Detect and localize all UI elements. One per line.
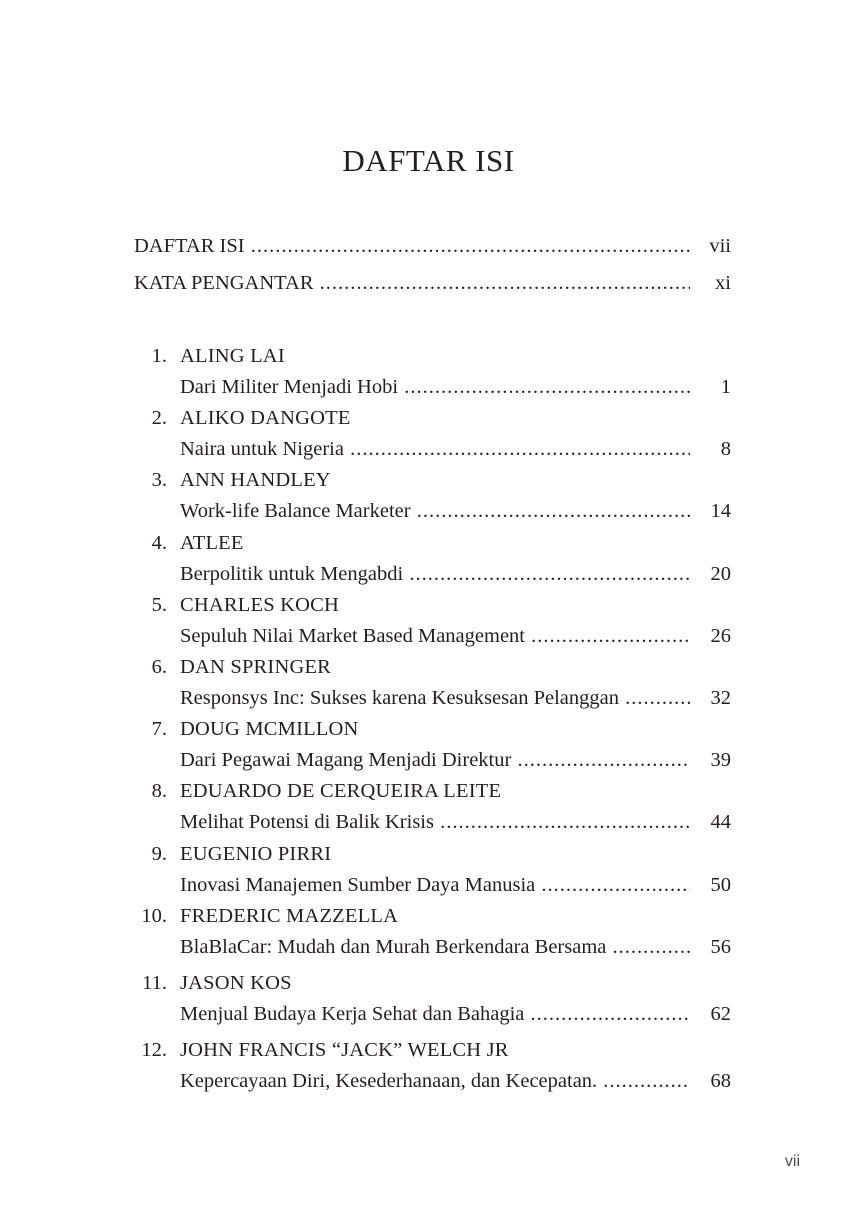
chapter-subtitle: Dari Militer Menjadi Hobi .....	[180, 374, 690, 400]
toc-page-number: 39	[710, 749, 731, 771]
chapter-number: 11.	[142, 972, 167, 994]
chapter-subtitle: Melihat Potensi di Balik Krisis .....	[180, 809, 690, 835]
chapter-number: 10.	[141, 905, 167, 927]
chapter-number: 6.	[151, 656, 167, 678]
chapter-title: DAN SPRINGER	[180, 656, 332, 678]
chapter-subtitle: BlaBlaCar: Mudah dan Murah Berkendara Bersama .....	[180, 934, 690, 960]
chapter-title: CHARLES KOCH	[180, 594, 340, 616]
toc-page-number: 32	[710, 687, 731, 709]
toc-page-number: 26	[710, 625, 731, 647]
chapter-subtitle: Kepercayaan Diri, Kesederhanaan, dan Kecepatan. .....	[180, 1068, 690, 1094]
chapter-subtitle: Inovasi Manajemen Sumber Daya Manusia .....	[180, 872, 690, 898]
chapter-subtitle: Dari Pegawai Magang Menjadi Direktur .....	[180, 747, 690, 773]
chapter-title: ANN HANDLEY	[180, 469, 331, 491]
chapter-subtitle: Berpolitik untuk Mengabdi .....	[180, 561, 690, 587]
chapter-title: EUGENIO PIRRI	[180, 843, 332, 865]
toc-page-number: xi	[715, 272, 731, 294]
chapter-number: 2.	[151, 407, 167, 429]
chapter-title: JASON KOS	[180, 972, 292, 994]
toc-page-number: 14	[710, 500, 731, 522]
toc-front-matter-item[interactable]	[134, 270, 731, 296]
chapter-title: JOHN FRANCIS “JACK” WELCH JR	[180, 1039, 509, 1061]
toc-item-label: DAFTAR ISI .....	[134, 233, 690, 259]
chapter-number: 1.	[151, 345, 167, 367]
toc-page-number: 68	[710, 1070, 731, 1092]
toc-item-label: KATA PENGANTAR .....	[134, 270, 690, 296]
chapter-title: ALIKO DANGOTE	[180, 407, 351, 429]
chapter-title: ALING LAI	[180, 345, 285, 367]
chapter-title: EDUARDO DE CERQUEIRA LEITE	[180, 780, 502, 802]
toc-page-number: 20	[710, 563, 731, 585]
toc-front-matter-item[interactable]	[134, 233, 731, 259]
chapter-subtitle: Work-life Balance Marketer .....	[180, 498, 690, 524]
toc-page-number: 62	[710, 1003, 731, 1025]
chapter-title: ATLEE	[180, 532, 244, 554]
chapter-number: 9.	[151, 843, 167, 865]
chapter-number: 7.	[151, 718, 167, 740]
chapter-number: 4.	[151, 532, 167, 554]
toc-page-number: vii	[709, 235, 731, 257]
chapter-subtitle: Responsys Inc: Sukses karena Kesuksesan Pelanggan .....	[180, 685, 690, 711]
chapter-number: 8.	[151, 780, 167, 802]
chapter-subtitle: Sepuluh Nilai Market Based Management .....	[180, 623, 690, 649]
toc-page-number: 8	[720, 438, 731, 460]
toc-page-number: 56	[710, 936, 731, 958]
chapter-number: 5.	[151, 594, 167, 616]
toc-page-number: 1	[720, 376, 731, 398]
toc-page-number: 50	[710, 874, 731, 896]
page-title: DAFTAR ISI	[342, 143, 515, 178]
page-number: vii	[784, 1153, 800, 1170]
chapter-title: DOUG MCMILLON	[180, 718, 359, 740]
chapter-number: 3.	[151, 469, 167, 491]
chapter-subtitle: Naira untuk Nigeria .....	[180, 436, 690, 462]
toc-page-number: 44	[710, 811, 731, 833]
chapter-subtitle: Menjual Budaya Kerja Sehat dan Bahagia .....	[180, 1001, 690, 1027]
chapter-title: FREDERIC MAZZELLA	[180, 905, 399, 927]
chapter-number: 12.	[141, 1039, 167, 1061]
